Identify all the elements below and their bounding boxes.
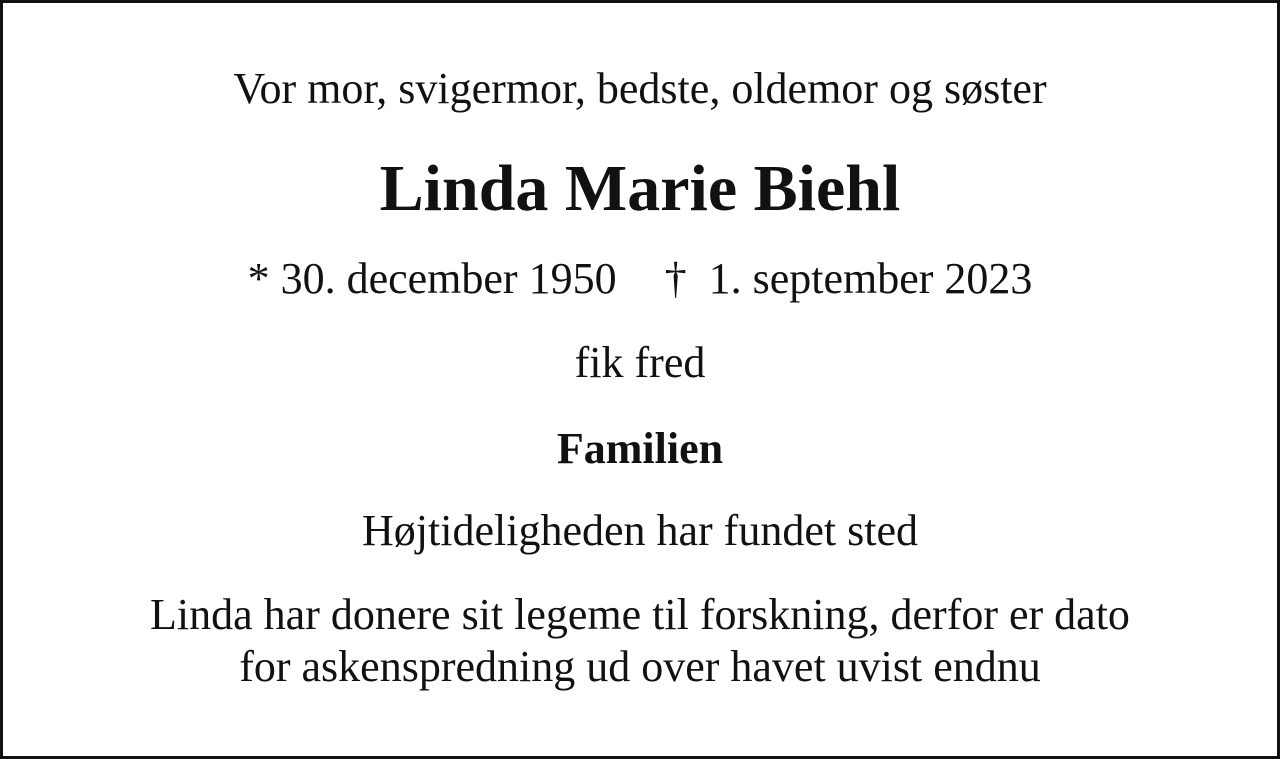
closing-line-1: Linda har donere sit legeme til forskning, derfor er dato	[150, 590, 1130, 639]
death-symbol: †	[664, 254, 687, 303]
birth-symbol: *	[247, 254, 270, 303]
deceased-name: Linda Marie Biehl	[379, 152, 901, 225]
closing-text	[3, 589, 1277, 693]
closing-line-2: for askenspredning ud over havet uvist endnu	[239, 642, 1041, 691]
family-signature: Familien	[556, 424, 724, 473]
intro-text: Vor mor, svigermor, bedste, oldemor og søster	[233, 64, 1047, 113]
life-dates	[3, 249, 1277, 309]
ceremony-text: Højtideligheden har fundet sted	[362, 506, 918, 555]
passing-text: fik fred	[574, 338, 706, 387]
birth-date: 30. december 1950	[280, 254, 617, 303]
death-date: 1. september 2023	[708, 254, 1033, 303]
